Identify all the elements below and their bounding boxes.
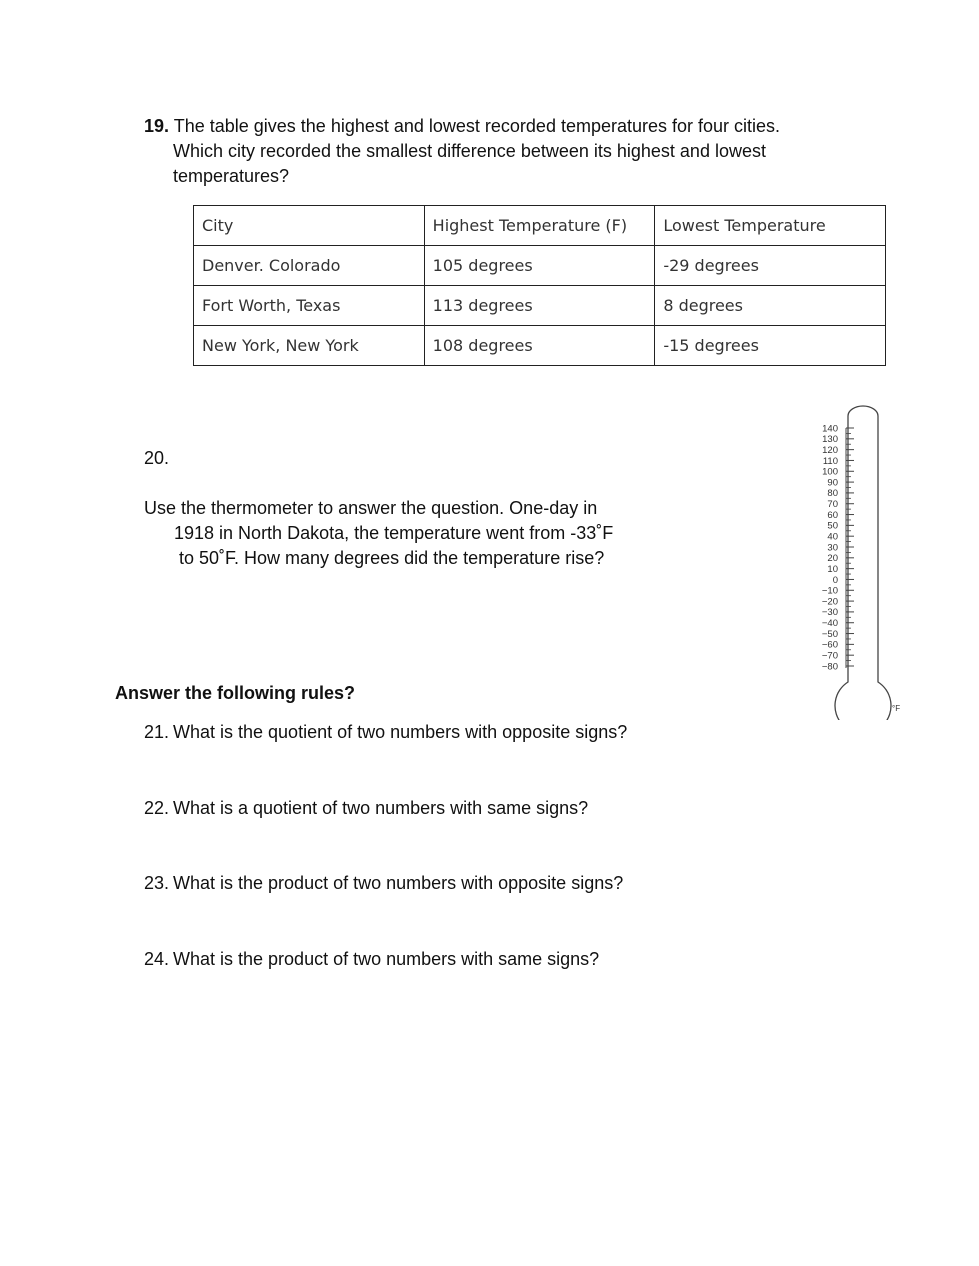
question-20-line-3: to 50˚F. How many degrees did the temperature rise? (179, 548, 605, 568)
rule-text: What is the quotient of two numbers with opposite signs? (173, 722, 628, 742)
table-cell-lowest: -29 degrees (655, 246, 886, 286)
thermometer-label: 100 (822, 466, 838, 478)
thermometer-label: 130 (822, 434, 838, 446)
question-19-text-1: The table gives the highest and lowest recorded temperatures for four cities. (173, 116, 781, 136)
rule-text: What is the product of two numbers with same signs? (173, 949, 600, 969)
thermometer-label: 120 (822, 444, 838, 456)
thermometer-label: 110 (822, 455, 838, 467)
table-cell-highest: 113 degrees (424, 286, 655, 326)
question-19 (144, 114, 844, 189)
rule-question-22 (144, 796, 588, 821)
thermometer-label: −40 (821, 618, 838, 630)
question-20-line-2: 1918 in North Dakota, the temperature went from -33˚F (174, 523, 614, 543)
table-cell-city: New York, New York (194, 326, 425, 366)
rule-text: What is the product of two numbers with opposite signs? (173, 873, 624, 893)
thermometer-label: 90 (827, 477, 838, 489)
rule-number: 21. (144, 722, 170, 742)
thermometer-label: −10 (821, 585, 838, 597)
rule-number: 24. (144, 949, 170, 969)
thermometer-label: 20 (827, 553, 838, 565)
thermometer-label: −30 (821, 607, 838, 619)
table-header-row (194, 206, 886, 246)
table-cell-highest: 105 degrees (424, 246, 655, 286)
table-header-highest: Highest Temperature (F) (424, 206, 655, 246)
question-20-number: 20. (144, 448, 170, 468)
thermometer-label: 140 (822, 423, 838, 435)
table-header-lowest: Lowest Temperature (655, 206, 886, 246)
question-19-line-2: Which city recorded the smallest difference between its highest and lowest (173, 141, 766, 161)
question-19-line-3: temperatures? (173, 166, 290, 186)
table-cell-city: Denver. Colorado (194, 246, 425, 286)
thermometer-unit: °F (892, 704, 901, 713)
thermometer-label: −70 (821, 650, 838, 662)
thermometer-label: −80 (821, 661, 838, 673)
rule-number: 22. (144, 798, 170, 818)
table-row (194, 286, 886, 326)
rule-question-21 (144, 720, 627, 745)
temperature-table (193, 205, 886, 366)
thermometer-label: 50 (827, 520, 838, 532)
question-20-text-1: Use the thermometer to answer the question. One-day in (144, 498, 598, 518)
thermometer-labels (822, 423, 838, 672)
table-cell-lowest: -15 degrees (655, 326, 886, 366)
thermometer-label: 40 (827, 531, 838, 543)
thermometer-label: −60 (821, 639, 838, 651)
rule-text: What is a quotient of two numbers with same signs? (173, 798, 589, 818)
thermometer-label: −50 (821, 628, 838, 640)
thermometer-label: 0 (832, 574, 838, 586)
table-cell-lowest: 8 degrees (655, 286, 886, 326)
thermometer-label: 30 (827, 542, 838, 554)
thermometer-label: 80 (827, 488, 838, 500)
rule-question-23 (144, 871, 623, 896)
rule-question-24 (144, 947, 599, 972)
thermometer-label: 60 (827, 509, 838, 521)
thermometer-label: −20 (821, 596, 838, 608)
question-19-number: 19. (144, 116, 170, 136)
thermometer-label: 70 (827, 499, 838, 511)
question-20 (144, 446, 724, 571)
question-20-line-1 (144, 446, 724, 521)
table-cell-city: Fort Worth, Texas (194, 286, 425, 326)
rule-number: 23. (144, 873, 170, 893)
question-19-line-1 (144, 114, 844, 139)
thermometer-ticks (846, 428, 854, 666)
table-row (194, 246, 886, 286)
thermometer-figure (808, 400, 908, 720)
table-row (194, 326, 886, 366)
thermometer-label: 10 (827, 563, 838, 575)
table-cell-highest: 108 degrees (424, 326, 655, 366)
rules-heading: Answer the following rules? (115, 683, 356, 703)
table-header-city: City (194, 206, 425, 246)
